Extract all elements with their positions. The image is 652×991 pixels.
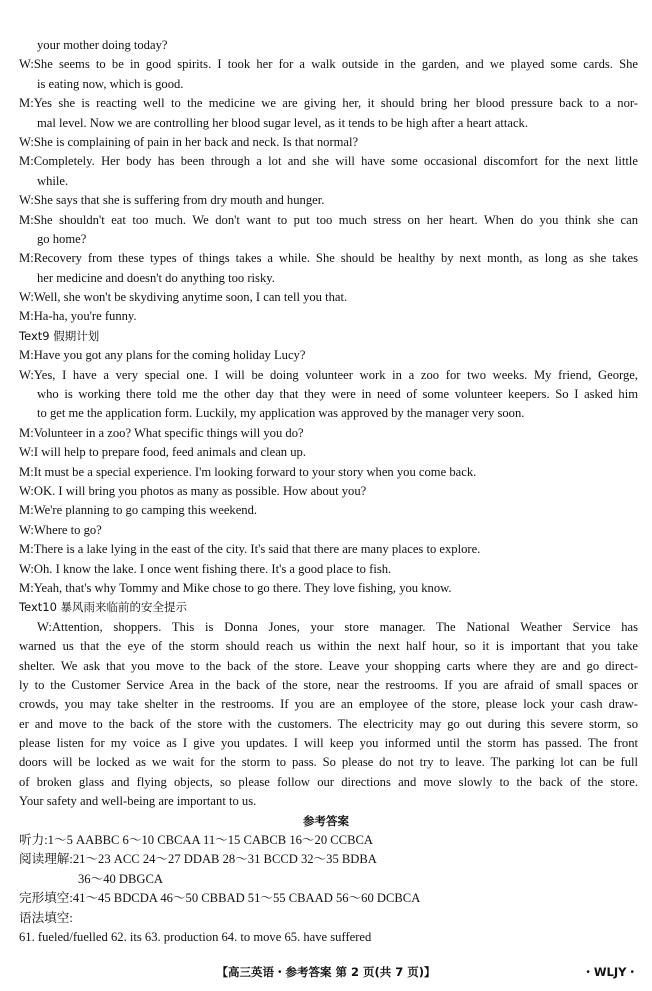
text-line: W:She says that she is suffering from dry mouth and hunger. <box>19 193 325 208</box>
text-line: please listen for my voice as I give you updates. I will keep you informed until the storm has passed. The front <box>19 736 638 751</box>
text-line: M:She shouldn't eat too much. We don't want to put too much stress on her heart. When do you think she can <box>19 212 638 227</box>
answer-line: 61. fueled/fuelled 62. its 63. production 64. to move 65. have suffered <box>19 929 372 944</box>
text-line: warned us that the eye of the storm should reach us within the next half hour, so it is important that you take <box>19 639 638 654</box>
answer-line: 语法填空: <box>19 910 73 925</box>
text-line: mal level. Now we are controlling her blood sugar level, as it tends to be high after a heart attack. <box>37 115 528 130</box>
answer-line: 完形填空:41～45 BDCDA 46～50 CBBAD 51～55 CBAAD 56～60 DCBCA <box>19 891 421 906</box>
text-line: M:It must be a special experience. I'm looking forward to your story when you come back. <box>19 464 477 479</box>
text-line: shelter. We ask that you move to the back of the store. Leave your shopping carts where they are and go direct- <box>19 658 638 673</box>
text-line: to get me the application form. Luckily, my application was approved by the manager very soon. <box>37 406 525 421</box>
text-line: while. <box>37 173 69 188</box>
text-line: W:Well, she won't be skydiving anytime soon, I can tell you that. <box>19 290 348 305</box>
text-line: W:OK. I will bring you photos as many as possible. How about you? <box>19 483 367 498</box>
text-line: of broken glass and flying objects, so please follow our directions and move slowly to the back of the store. <box>19 774 638 789</box>
text-line: W:She seems to be in good spirits. I took her for a walk outside in the garden, and we played some cards. She <box>19 57 638 72</box>
text-line: is eating now, which is good. <box>37 76 184 91</box>
footer-page-info: 【高三英语・参考答案 第 2 页(共 7 页)】 <box>216 965 436 979</box>
text-line: doors will be locked as we wait for the storm to pass. So please do not try to leave. The parking lot can be full <box>19 755 638 770</box>
footer-code: ・WLJY・ <box>582 965 638 979</box>
text-line: M:Completely. Her body has been through a lot and she will have some occasional discomfort for the next little <box>19 154 638 169</box>
text-line: W:Yes, I have a very special one. I will be doing volunteer work in a zoo for two weeks. My friend, George, <box>19 367 638 382</box>
answer-line: 36～40 DBGCA <box>78 871 164 886</box>
text-line: W:I will help to prepare food, feed animals and clean up. <box>19 445 306 460</box>
text-line: M:Volunteer in a zoo? What specific things will you do? <box>19 425 304 440</box>
answer-line: 阅读理解:21～23 ACC 24～27 DDAB 28～31 BCCD 32～35 BDBA <box>19 852 377 867</box>
page-footer <box>0 963 652 981</box>
answer-line: 参考答案 <box>303 813 349 828</box>
text-line: ly to the Customer Service Area in the back of the store, near the restrooms. If you are afraid of small spaces or <box>19 677 638 692</box>
text-line: go home? <box>37 231 87 246</box>
text-line: M:We're planning to go camping this weekend. <box>19 503 258 518</box>
text-line: W:She is complaining of pain in her back and neck. Is that normal? <box>19 134 359 149</box>
text-line: your mother doing today? <box>37 38 168 52</box>
text-line: er and move to the back of the store with the customers. The electricity may go out during this severe storm, so <box>19 716 638 731</box>
section-heading: Text9 假期计划 <box>19 328 100 343</box>
text-line: who is working there told me the other day that they were in need of some volunteer keepers. So I asked him <box>37 387 638 402</box>
text-line: her medicine and doesn't do anything too risky. <box>37 270 275 285</box>
text-line: crowds, you may take shelter in the restrooms. If you are an employee of the store, please lock your cash draw- <box>19 697 638 712</box>
text-line: M:Recovery from these types of things takes a while. She should be healthy by next month, as long as she takes <box>19 251 638 266</box>
text-line: Your safety and well-being are important to us. <box>19 794 257 809</box>
text-line: M:Yeah, that's why Tommy and Mike chose to go there. They love fishing, you know. <box>19 580 452 595</box>
text-line: M:Have you got any plans for the coming holiday Lucy? <box>19 348 306 363</box>
text-line: M:There is a lake lying in the east of the city. It's said that there are many places to explore. <box>19 542 481 557</box>
text-line: W:Attention, shoppers. This is Donna Jones, your store manager. The National Weather Service has <box>37 619 638 634</box>
section-heading: Text10 暴风雨来临前的安全提示 <box>19 600 188 615</box>
text-line: W:Where to go? <box>19 522 102 537</box>
document-body <box>0 36 652 947</box>
text-line: M:Yes she is reacting well to the medicine we are giving her, it should bring her blood pressure back to a nor- <box>19 96 638 111</box>
text-line: M:Ha-ha, you're funny. <box>19 309 137 324</box>
text-line: W:Oh. I know the lake. I once went fishing there. It's a good place to fish. <box>19 561 392 576</box>
answer-line: 听力:1～5 AABBC 6～10 CBCAA 11～15 CABCB 16～20 CCBCA <box>19 833 373 848</box>
